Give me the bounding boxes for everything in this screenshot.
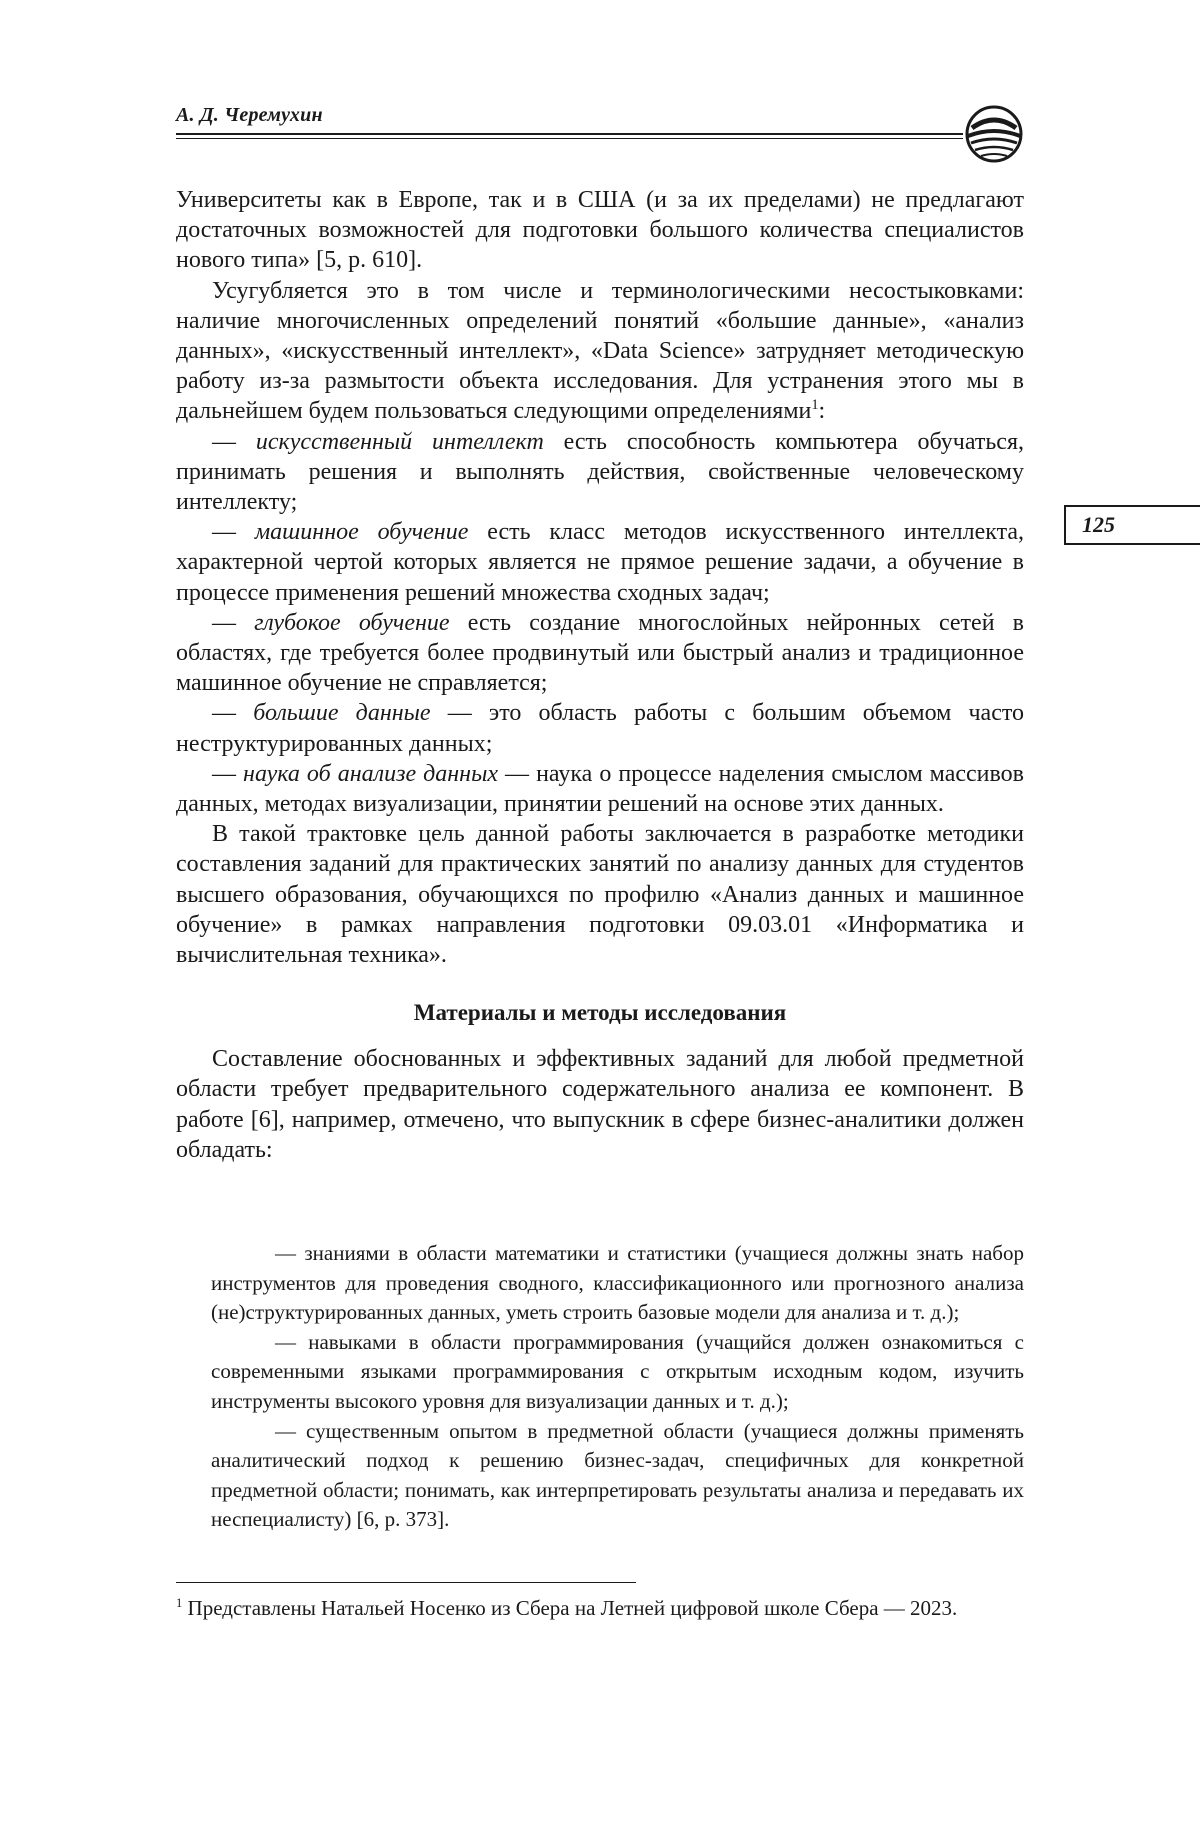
- definition-item: — глубокое обучение есть создание многослойных нейронных сетей в областях, где требуется более продвинутый или быстрый анализ и традиционное машинное обучение не справляется;: [176, 609, 1024, 697]
- journal-logo-icon: [964, 104, 1024, 164]
- paragraph: [176, 276, 1024, 427]
- definition-text: есть класс методов искусственного интеллекта, характерной чертой которых является не прямое решение задачи, а обучение в процессе применения решений множества сходных задач;: [176, 519, 1025, 606]
- paragraph: Составление обоснованных и эффективных заданий для любой предметной области требует предварительного содержательного анализа ее компонент. В работе [6], например, отмечено, что выпускник в сфере бизнес-аналитики должен обладать:: [176, 1046, 1024, 1163]
- definition-text: — наука о процессе наделения смыслом массивов данных, методах визуализации, принятии решений на основе этих данных.: [176, 760, 1024, 818]
- page-number: 125: [1064, 505, 1200, 545]
- footnote-text: Представлены Натальей Носенко из Сбера на Летней цифровой школе Сбера — 2023.: [182, 1596, 958, 1620]
- paragraph: В такой трактовке цель данной работы заключается в разработке методики составления заданий для практических занятий по анализу данных для студентов высшего образования, обучающихся по профилю «Анализ данных и машинное обучение» в рамках направления подготовки 09.03.01 «Информатика и вычислительная техника».: [176, 821, 1024, 969]
- definition-item: — большие данные — это область работы с большим объемом часто неструктурированных данных;: [176, 700, 1025, 757]
- paragraph: Университеты как в Европе, так и в США (и за их пределами) не предлагают достаточных возможностей для подготовки большого количества специалистов нового типа» [5, p. 610].: [176, 187, 1024, 274]
- definition-term: искусственный интеллект: [255, 428, 544, 455]
- definition-text: есть способность компьютера обучаться, принимать решения и выполнять действия, свойственные человеческому интеллекту;: [176, 428, 1024, 516]
- definition-term: наука об анализе данных: [243, 760, 498, 787]
- footnote-ref: 1: [811, 397, 819, 414]
- footnote-rule: [176, 1582, 636, 1583]
- definition-text: есть создание многослойных нейронных сетей в областях, где требуется более продвинутый или быстрый анализ и традиционное машинное обучение не справляется;: [176, 609, 1024, 697]
- paragraph-text: Усугубляется это в том числе и терминологическими несостыковками: наличие многочисленных определений понятий «большие данные», «анализ данных», «искусственный интеллект», «Data Science» затрудняет методическую работу из-за размытости объекта исследования. Для устранения этого мы в дальнейшем будем пользоваться следующими определениями: [176, 277, 1024, 425]
- quote-item: — навыками в области программирования (учащийся должен ознакомиться с современными языками программирования с открытым исходным кодом, изучить инструменты высокого уровня для визуализации данных и т. д.);: [211, 1329, 1024, 1413]
- footnote: [176, 1594, 1024, 1623]
- definition-item: — машинное обучение есть класс методов искусственного интеллекта, характерной чертой которых является не прямое решение задачи, а обучение в процессе применения решений множества сходных задач;: [176, 519, 1025, 606]
- header-rule: [176, 133, 963, 135]
- quote-item: — существенным опытом в предметной области (учащиеся должны применять аналитический подход к решению бизнес-задач, специфичных для конкретной предметной области; понимать, как интерпретировать результаты анализа и передавать их неспециалисту) [6, p. 373].: [211, 1418, 1024, 1532]
- definition-term: большие данные: [253, 700, 431, 727]
- running-header: [176, 104, 1023, 150]
- section-heading: Материалы и методы исследования: [413, 1000, 787, 1026]
- block-quote: [211, 1239, 1024, 1535]
- definition-text: — это область работы с большим объемом часто неструктурированных данных;: [176, 700, 1025, 757]
- footnote-mark: 1: [176, 1596, 183, 1610]
- paragraph-text-end: :: [818, 398, 826, 425]
- definition-term: глубокое обучение: [254, 609, 450, 636]
- definition-item: — искусственный интеллект есть способность компьютера обучаться, принимать решения и выполнять действия, свойственные человеческому интеллекту;: [176, 428, 1024, 516]
- header-rule-thin: [176, 138, 963, 139]
- definition-term: машинное обучение: [254, 519, 469, 546]
- running-header-author: А. Д. Черемухин: [176, 104, 323, 126]
- main-text: [176, 185, 1024, 1165]
- definition-item: — наука об анализе данных — наука о процессе наделения смыслом массивов данных, методах визуализации, принятии решений на основе этих данных.: [176, 760, 1024, 818]
- quote-item: — знаниями в области математики и статистики (учащиеся должны знать набор инструментов для проведения сводного, классификационного или прогнозного анализа (не)структурированных данных, уметь строить базовые модели для анализа и т. д.);: [211, 1241, 1024, 1325]
